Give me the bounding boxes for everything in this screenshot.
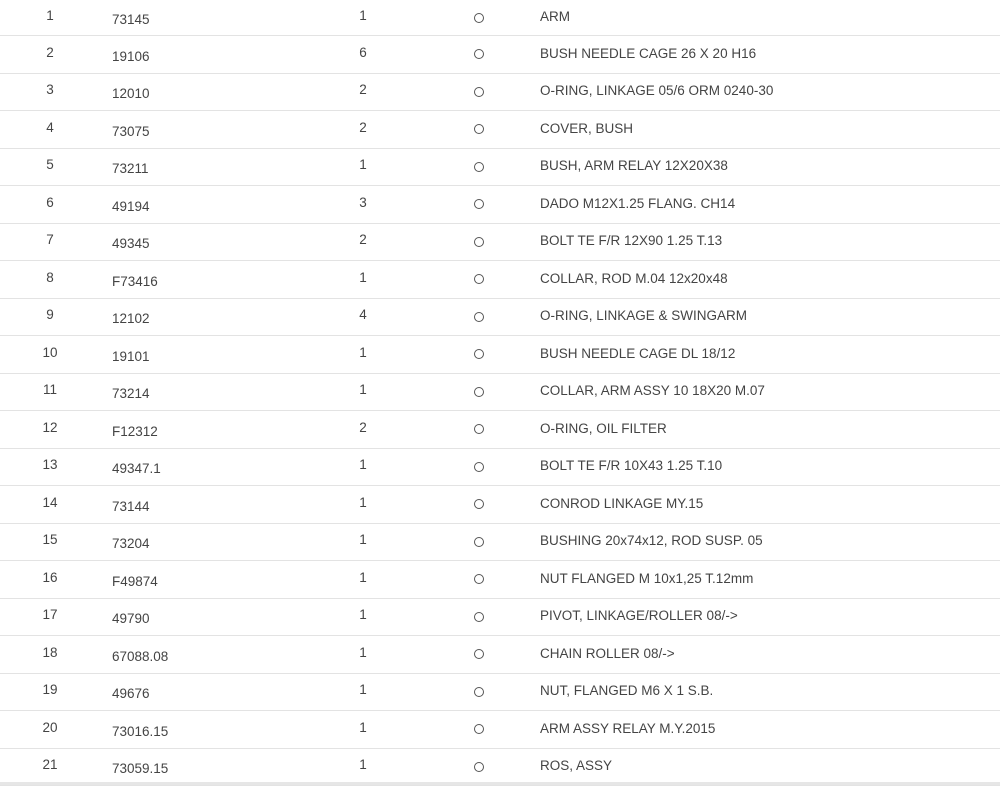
part-description: BOLT TE F/R 12X90 1.25 T.13 — [540, 224, 722, 261]
quantity: 3 — [340, 186, 386, 223]
part-code: F73416 — [112, 261, 158, 298]
position-number: 16 — [0, 561, 100, 598]
select-radio[interactable] — [470, 186, 488, 223]
table-row — [0, 36, 1000, 74]
part-code: 49790 — [112, 599, 150, 636]
select-radio[interactable] — [470, 411, 488, 448]
quantity: 1 — [340, 336, 386, 373]
part-code: F49874 — [112, 561, 158, 598]
radio-circle-icon[interactable] — [474, 162, 484, 172]
part-description: O-RING, OIL FILTER — [540, 411, 667, 448]
position-number: 14 — [0, 486, 100, 523]
table-row — [0, 336, 1000, 374]
radio-circle-icon[interactable] — [474, 724, 484, 734]
radio-circle-icon[interactable] — [474, 537, 484, 547]
position-number: 6 — [0, 186, 100, 223]
select-radio[interactable] — [470, 674, 488, 711]
part-code: 49194 — [112, 186, 150, 223]
part-description: ROS, ASSY — [540, 749, 612, 786]
part-description: BOLT TE F/R 10X43 1.25 T.10 — [540, 449, 722, 486]
part-code: 49345 — [112, 224, 150, 261]
radio-circle-icon[interactable] — [474, 49, 484, 59]
select-radio[interactable] — [470, 336, 488, 373]
quantity: 1 — [340, 599, 386, 636]
position-number: 1 — [0, 0, 100, 35]
part-description: BUSH NEEDLE CAGE 26 X 20 H16 — [540, 36, 756, 73]
radio-circle-icon[interactable] — [474, 124, 484, 134]
radio-circle-icon[interactable] — [474, 312, 484, 322]
select-radio[interactable] — [470, 524, 488, 561]
quantity: 1 — [340, 449, 386, 486]
table-row — [0, 0, 1000, 36]
part-code: 49347.1 — [112, 449, 161, 486]
radio-circle-icon[interactable] — [474, 612, 484, 622]
quantity: 2 — [340, 74, 386, 111]
table-row — [0, 636, 1000, 674]
radio-circle-icon[interactable] — [474, 424, 484, 434]
table-row — [0, 449, 1000, 487]
quantity: 2 — [340, 224, 386, 261]
quantity: 1 — [340, 749, 386, 786]
quantity: 1 — [340, 561, 386, 598]
part-description: ARM — [540, 0, 570, 35]
part-code: 19106 — [112, 36, 150, 73]
quantity: 1 — [340, 711, 386, 748]
part-description: NUT FLANGED M 10x1,25 T.12mm — [540, 561, 753, 598]
table-row — [0, 711, 1000, 749]
part-code: 73016.15 — [112, 711, 168, 748]
part-code: 12102 — [112, 299, 150, 336]
position-number: 5 — [0, 149, 100, 186]
table-row — [0, 299, 1000, 337]
position-number: 10 — [0, 336, 100, 373]
part-description: CONROD LINKAGE MY.15 — [540, 486, 703, 523]
table-row — [0, 561, 1000, 599]
table-row — [0, 486, 1000, 524]
table-row — [0, 749, 1000, 786]
select-radio[interactable] — [470, 0, 488, 35]
position-number: 2 — [0, 36, 100, 73]
part-description: PIVOT, LINKAGE/ROLLER 08/-> — [540, 599, 738, 636]
quantity: 1 — [340, 149, 386, 186]
radio-circle-icon[interactable] — [474, 199, 484, 209]
radio-circle-icon[interactable] — [474, 574, 484, 584]
table-row — [0, 111, 1000, 149]
radio-circle-icon[interactable] — [474, 237, 484, 247]
position-number: 15 — [0, 524, 100, 561]
position-number: 20 — [0, 711, 100, 748]
radio-circle-icon[interactable] — [474, 349, 484, 359]
table-row — [0, 411, 1000, 449]
part-code: 73214 — [112, 374, 150, 411]
position-number: 18 — [0, 636, 100, 673]
radio-circle-icon[interactable] — [474, 687, 484, 697]
part-code: 19101 — [112, 336, 150, 373]
select-radio[interactable] — [470, 449, 488, 486]
part-description: ARM ASSY RELAY M.Y.2015 — [540, 711, 715, 748]
position-number: 19 — [0, 674, 100, 711]
quantity: 2 — [340, 111, 386, 148]
quantity: 1 — [340, 486, 386, 523]
part-description: BUSH NEEDLE CAGE DL 18/12 — [540, 336, 735, 373]
select-radio[interactable] — [470, 261, 488, 298]
quantity: 1 — [340, 636, 386, 673]
part-code: 67088.08 — [112, 636, 168, 673]
table-row — [0, 674, 1000, 712]
radio-circle-icon[interactable] — [474, 13, 484, 23]
quantity: 2 — [340, 411, 386, 448]
select-radio[interactable] — [470, 561, 488, 598]
radio-circle-icon[interactable] — [474, 462, 484, 472]
position-number: 9 — [0, 299, 100, 336]
part-code: 73204 — [112, 524, 150, 561]
part-code: 12010 — [112, 74, 150, 111]
part-code: 49676 — [112, 674, 150, 711]
radio-circle-icon[interactable] — [474, 762, 484, 772]
position-number: 7 — [0, 224, 100, 261]
part-code: 73211 — [112, 149, 149, 186]
part-description: BUSH, ARM RELAY 12X20X38 — [540, 149, 728, 186]
select-radio[interactable] — [470, 74, 488, 111]
radio-circle-icon[interactable] — [474, 499, 484, 509]
table-row — [0, 149, 1000, 187]
table-row — [0, 74, 1000, 112]
quantity: 1 — [340, 261, 386, 298]
part-description: CHAIN ROLLER 08/-> — [540, 636, 675, 673]
part-description: COVER, BUSH — [540, 111, 633, 148]
part-description: O-RING, LINKAGE 05/6 ORM 0240-30 — [540, 74, 773, 111]
part-description: BUSHING 20x74x12, ROD SUSP. 05 — [540, 524, 763, 561]
select-radio[interactable] — [470, 36, 488, 73]
table-row — [0, 599, 1000, 637]
radio-circle-icon[interactable] — [474, 87, 484, 97]
part-description: COLLAR, ARM ASSY 10 18X20 M.07 — [540, 374, 765, 411]
select-radio[interactable] — [470, 111, 488, 148]
part-description: O-RING, LINKAGE & SWINGARM — [540, 299, 747, 336]
position-number: 8 — [0, 261, 100, 298]
position-number: 4 — [0, 111, 100, 148]
position-number: 12 — [0, 411, 100, 448]
radio-circle-icon[interactable] — [474, 274, 484, 284]
position-number: 11 — [0, 374, 100, 411]
part-code: 73059.15 — [112, 749, 168, 786]
quantity: 1 — [340, 374, 386, 411]
position-number: 17 — [0, 599, 100, 636]
quantity: 6 — [340, 36, 386, 73]
select-radio[interactable] — [470, 711, 488, 748]
quantity: 1 — [340, 0, 386, 35]
select-radio[interactable] — [470, 599, 488, 636]
table-row — [0, 374, 1000, 412]
quantity: 1 — [340, 524, 386, 561]
part-code: 73075 — [112, 111, 150, 148]
table-row — [0, 261, 1000, 299]
position-number: 3 — [0, 74, 100, 111]
select-radio[interactable] — [470, 299, 488, 336]
table-row — [0, 224, 1000, 262]
select-radio[interactable] — [470, 636, 488, 673]
table-row — [0, 186, 1000, 224]
part-code: 73144 — [112, 486, 150, 523]
select-radio[interactable] — [470, 749, 488, 786]
radio-circle-icon[interactable] — [474, 387, 484, 397]
radio-circle-icon[interactable] — [474, 649, 484, 659]
part-description: NUT, FLANGED M6 X 1 S.B. — [540, 674, 713, 711]
select-radio[interactable] — [470, 224, 488, 261]
select-radio[interactable] — [470, 149, 488, 186]
select-radio[interactable] — [470, 486, 488, 523]
position-number: 13 — [0, 449, 100, 486]
position-number: 21 — [0, 749, 100, 786]
select-radio[interactable] — [470, 374, 488, 411]
part-description: DADO M12X1.25 FLANG. CH14 — [540, 186, 735, 223]
part-description: COLLAR, ROD M.04 12x20x48 — [540, 261, 728, 298]
part-code: F12312 — [112, 411, 158, 448]
table-row — [0, 524, 1000, 562]
part-code: 73145 — [112, 0, 150, 35]
quantity: 4 — [340, 299, 386, 336]
quantity: 1 — [340, 674, 386, 711]
